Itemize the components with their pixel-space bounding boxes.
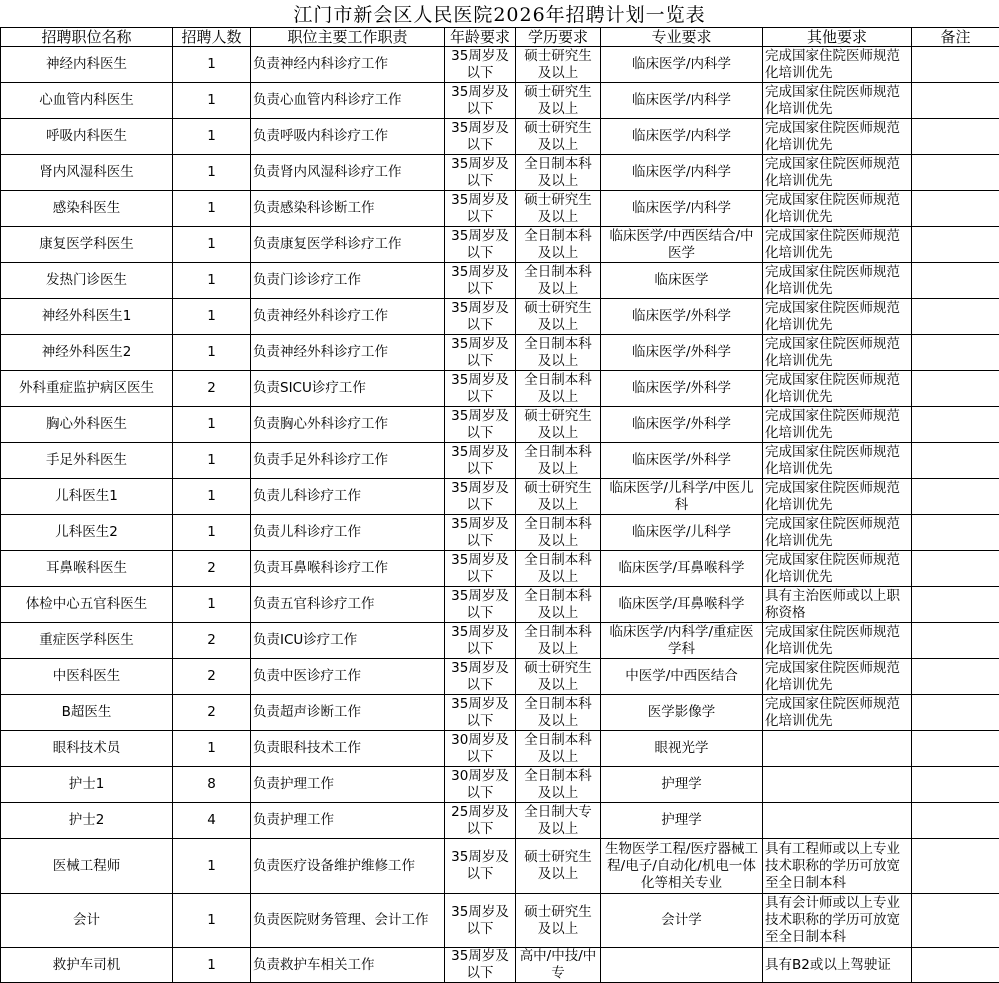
position-name-cell: 护士1 [1,767,173,803]
age-cell: 35周岁及以下 [445,407,516,443]
other-requirement-cell: 完成国家住院医师规范化培训优先 [763,371,912,407]
table-row [1,119,999,155]
note-cell [912,695,999,731]
note-cell [912,623,999,659]
major-cell: 临床医学/内科学/重症医学科 [601,623,763,659]
position-name-cell: 神经外科医生1 [1,299,173,335]
age-cell: 35周岁及以下 [445,335,516,371]
position-name-cell: 医械工程师 [1,839,173,894]
education-cell: 硕士研究生及以上 [516,47,601,83]
other-requirement-cell [763,803,912,839]
age-cell: 35周岁及以下 [445,894,516,948]
count-cell: 4 [173,803,251,839]
duty-cell: 负责ICU诊疗工作 [251,623,445,659]
note-cell [912,479,999,515]
education-cell: 全日制本科及以上 [516,623,601,659]
age-cell: 35周岁及以下 [445,119,516,155]
table-row [1,623,999,659]
education-cell: 全日制本科及以上 [516,587,601,623]
age-cell: 35周岁及以下 [445,479,516,515]
header-position-name: 招聘职位名称 [1,28,173,47]
major-cell: 临床医学 [601,263,763,299]
age-cell: 35周岁及以下 [445,839,516,894]
note-cell [912,839,999,894]
table-row [1,551,999,587]
table-row [1,83,999,119]
count-cell: 1 [173,479,251,515]
count-cell: 2 [173,371,251,407]
table-row [1,227,999,263]
header-note: 备注 [912,28,999,47]
education-cell: 全日制本科及以上 [516,515,601,551]
education-cell: 硕士研究生及以上 [516,407,601,443]
count-cell: 1 [173,191,251,227]
count-cell: 1 [173,299,251,335]
table-row [1,335,999,371]
header-education: 学历要求 [516,28,601,47]
age-cell: 35周岁及以下 [445,227,516,263]
table-row [1,587,999,623]
education-cell: 全日制大专及以上 [516,803,601,839]
major-cell: 护理学 [601,767,763,803]
major-cell: 临床医学/外科学 [601,443,763,479]
age-cell: 35周岁及以下 [445,515,516,551]
position-name-cell: 中医科医生 [1,659,173,695]
note-cell [912,227,999,263]
note-cell [912,731,999,767]
count-cell: 1 [173,948,251,983]
position-name-cell: 感染科医生 [1,191,173,227]
duty-cell: 负责胸心外科诊疗工作 [251,407,445,443]
age-cell: 35周岁及以下 [445,443,516,479]
duty-cell: 负责救护车相关工作 [251,948,445,983]
position-name-cell: 儿科医生2 [1,515,173,551]
education-cell: 高中/中技/中专 [516,948,601,983]
age-cell: 30周岁及以下 [445,767,516,803]
position-name-cell: 心血管内科医生 [1,83,173,119]
recruitment-table [0,27,999,983]
other-requirement-cell: 完成国家住院医师规范化培训优先 [763,443,912,479]
major-cell: 临床医学/外科学 [601,335,763,371]
table-row [1,407,999,443]
table-row [1,371,999,407]
count-cell: 1 [173,83,251,119]
major-cell: 护理学 [601,803,763,839]
count-cell: 1 [173,839,251,894]
duty-cell: 负责呼吸内科诊疗工作 [251,119,445,155]
other-requirement-cell: 完成国家住院医师规范化培训优先 [763,515,912,551]
education-cell: 硕士研究生及以上 [516,894,601,948]
position-name-cell: 重症医学科医生 [1,623,173,659]
other-requirement-cell: 完成国家住院医师规范化培训优先 [763,263,912,299]
education-cell: 全日制本科及以上 [516,227,601,263]
note-cell [912,803,999,839]
education-cell: 硕士研究生及以上 [516,839,601,894]
duty-cell: 负责眼科技术工作 [251,731,445,767]
education-cell: 全日制本科及以上 [516,443,601,479]
other-requirement-cell [763,731,912,767]
duty-cell: 负责SICU诊疗工作 [251,371,445,407]
major-cell: 临床医学/外科学 [601,371,763,407]
education-cell: 全日制本科及以上 [516,371,601,407]
duty-cell: 负责耳鼻喉科诊疗工作 [251,551,445,587]
header-row [1,28,999,47]
position-name-cell: 康复医学科医生 [1,227,173,263]
duty-cell: 负责护理工作 [251,803,445,839]
table-row [1,191,999,227]
age-cell: 35周岁及以下 [445,83,516,119]
age-cell: 35周岁及以下 [445,695,516,731]
major-cell: 会计学 [601,894,763,948]
other-requirement-cell: 完成国家住院医师规范化培训优先 [763,695,912,731]
education-cell: 硕士研究生及以上 [516,119,601,155]
header-major: 专业要求 [601,28,763,47]
age-cell: 35周岁及以下 [445,551,516,587]
duty-cell: 负责超声诊断工作 [251,695,445,731]
duty-cell: 负责门诊诊疗工作 [251,263,445,299]
note-cell [912,587,999,623]
note-cell [912,263,999,299]
age-cell: 35周岁及以下 [445,948,516,983]
count-cell: 1 [173,155,251,191]
age-cell: 35周岁及以下 [445,155,516,191]
page-title: 江门市新会区人民医院2026年招聘计划一览表 [293,4,706,26]
note-cell [912,335,999,371]
count-cell: 2 [173,695,251,731]
count-cell: 1 [173,335,251,371]
education-cell: 全日制本科及以上 [516,695,601,731]
education-cell: 全日制本科及以上 [516,155,601,191]
major-cell: 临床医学/外科学 [601,299,763,335]
count-cell: 1 [173,227,251,263]
age-cell: 35周岁及以下 [445,623,516,659]
major-cell: 临床医学/内科学 [601,47,763,83]
count-cell: 1 [173,894,251,948]
other-requirement-cell: 完成国家住院医师规范化培训优先 [763,155,912,191]
table-row [1,803,999,839]
education-cell: 硕士研究生及以上 [516,299,601,335]
major-cell: 临床医学/耳鼻喉科学 [601,551,763,587]
header-duty: 职位主要工作职责 [251,28,445,47]
table-row [1,263,999,299]
position-name-cell: 外科重症监护病区医生 [1,371,173,407]
major-cell: 生物医学工程/医疗器械工程/电子/自动化/机电一体化等相关专业 [601,839,763,894]
other-requirement-cell: 完成国家住院医师规范化培训优先 [763,83,912,119]
other-requirement-cell: 完成国家住院医师规范化培训优先 [763,407,912,443]
position-name-cell: 手足外科医生 [1,443,173,479]
duty-cell: 负责肾内风湿科诊疗工作 [251,155,445,191]
table-row [1,948,999,983]
table-row [1,839,999,894]
duty-cell: 负责中医诊疗工作 [251,659,445,695]
note-cell [912,767,999,803]
other-requirement-cell: 完成国家住院医师规范化培训优先 [763,299,912,335]
other-requirement-cell: 具有会计师或以上专业技术职称的学历可放宽至全日制本科 [763,894,912,948]
age-cell: 35周岁及以下 [445,659,516,695]
major-cell: 临床医学/内科学 [601,119,763,155]
duty-cell: 负责神经外科诊疗工作 [251,335,445,371]
major-cell [601,948,763,983]
table-row [1,479,999,515]
duty-cell: 负责心血管内科诊疗工作 [251,83,445,119]
age-cell: 25周岁及以下 [445,803,516,839]
major-cell: 临床医学/耳鼻喉科学 [601,587,763,623]
duty-cell: 负责神经内科诊疗工作 [251,47,445,83]
table-row [1,443,999,479]
count-cell: 1 [173,119,251,155]
major-cell: 医学影像学 [601,695,763,731]
note-cell [912,551,999,587]
major-cell: 临床医学/内科学 [601,155,763,191]
note-cell [912,299,999,335]
education-cell: 全日制本科及以上 [516,335,601,371]
major-cell: 临床医学/儿科学/中医儿科 [601,479,763,515]
education-cell: 全日制本科及以上 [516,551,601,587]
count-cell: 1 [173,443,251,479]
position-name-cell: 护士2 [1,803,173,839]
education-cell: 硕士研究生及以上 [516,191,601,227]
count-cell: 2 [173,659,251,695]
duty-cell: 负责感染科诊断工作 [251,191,445,227]
count-cell: 1 [173,263,251,299]
other-requirement-cell: 具有工程师或以上专业技术职称的学历可放宽至全日制本科 [763,839,912,894]
count-cell: 2 [173,623,251,659]
duty-cell: 负责手足外科诊疗工作 [251,443,445,479]
major-cell: 中医学/中西医结合 [601,659,763,695]
note-cell [912,371,999,407]
other-requirement-cell: 完成国家住院医师规范化培训优先 [763,335,912,371]
major-cell: 临床医学/儿科学 [601,515,763,551]
education-cell: 硕士研究生及以上 [516,479,601,515]
note-cell [912,119,999,155]
table-row [1,515,999,551]
other-requirement-cell: 具有主治医师或以上职称资格 [763,587,912,623]
other-requirement-cell: 完成国家住院医师规范化培训优先 [763,47,912,83]
count-cell: 2 [173,551,251,587]
position-name-cell: 肾内风湿科医生 [1,155,173,191]
duty-cell: 负责儿科诊疗工作 [251,479,445,515]
major-cell: 临床医学/内科学 [601,191,763,227]
table-row [1,767,999,803]
table-row [1,695,999,731]
note-cell [912,407,999,443]
count-cell: 8 [173,767,251,803]
note-cell [912,515,999,551]
duty-cell: 负责神经外科诊疗工作 [251,299,445,335]
table-row [1,47,999,83]
note-cell [912,83,999,119]
header-other: 其他要求 [763,28,912,47]
note-cell [912,948,999,983]
header-age: 年龄要求 [445,28,516,47]
count-cell: 1 [173,47,251,83]
duty-cell: 负责医院财务管理、会计工作 [251,894,445,948]
age-cell: 30周岁及以下 [445,731,516,767]
header-count: 招聘人数 [173,28,251,47]
position-name-cell: 耳鼻喉科医生 [1,551,173,587]
age-cell: 35周岁及以下 [445,587,516,623]
education-cell: 全日制本科及以上 [516,767,601,803]
education-cell: 硕士研究生及以上 [516,659,601,695]
note-cell [912,47,999,83]
major-cell: 临床医学/内科学 [601,83,763,119]
position-name-cell: 胸心外科医生 [1,407,173,443]
duty-cell: 负责康复医学科诊疗工作 [251,227,445,263]
table-row [1,894,999,948]
major-cell: 眼视光学 [601,731,763,767]
position-name-cell: 体检中心五官科医生 [1,587,173,623]
count-cell: 1 [173,731,251,767]
table-row [1,155,999,191]
table-row [1,299,999,335]
note-cell [912,155,999,191]
position-name-cell: 呼吸内科医生 [1,119,173,155]
count-cell: 1 [173,407,251,443]
age-cell: 35周岁及以下 [445,47,516,83]
duty-cell: 负责医疗设备维护维修工作 [251,839,445,894]
note-cell [912,443,999,479]
other-requirement-cell: 完成国家住院医师规范化培训优先 [763,623,912,659]
note-cell [912,191,999,227]
education-cell: 全日制本科及以上 [516,263,601,299]
education-cell: 全日制本科及以上 [516,731,601,767]
position-name-cell: 神经外科医生2 [1,335,173,371]
other-requirement-cell: 完成国家住院医师规范化培训优先 [763,659,912,695]
age-cell: 35周岁及以下 [445,191,516,227]
table-row [1,659,999,695]
table-row [1,731,999,767]
major-cell: 临床医学/外科学 [601,407,763,443]
position-name-cell: 眼科技术员 [1,731,173,767]
other-requirement-cell: 完成国家住院医师规范化培训优先 [763,227,912,263]
other-requirement-cell [763,767,912,803]
education-cell: 硕士研究生及以上 [516,83,601,119]
note-cell [912,894,999,948]
count-cell: 1 [173,515,251,551]
duty-cell: 负责五官科诊疗工作 [251,587,445,623]
major-cell: 临床医学/中西医结合/中医学 [601,227,763,263]
other-requirement-cell: 完成国家住院医师规范化培训优先 [763,191,912,227]
age-cell: 35周岁及以下 [445,263,516,299]
position-name-cell: 神经内科医生 [1,47,173,83]
other-requirement-cell: 完成国家住院医师规范化培训优先 [763,551,912,587]
position-name-cell: 会计 [1,894,173,948]
position-name-cell: 发热门诊医生 [1,263,173,299]
count-cell: 1 [173,587,251,623]
duty-cell: 负责儿科诊疗工作 [251,515,445,551]
age-cell: 35周岁及以下 [445,299,516,335]
position-name-cell: 救护车司机 [1,948,173,983]
age-cell: 35周岁及以下 [445,371,516,407]
duty-cell: 负责护理工作 [251,767,445,803]
other-requirement-cell: 完成国家住院医师规范化培训优先 [763,479,912,515]
position-name-cell: 儿科医生1 [1,479,173,515]
other-requirement-cell: 完成国家住院医师规范化培训优先 [763,119,912,155]
note-cell [912,659,999,695]
other-requirement-cell: 具有B2或以上驾驶证 [763,948,912,983]
position-name-cell: B超医生 [1,695,173,731]
